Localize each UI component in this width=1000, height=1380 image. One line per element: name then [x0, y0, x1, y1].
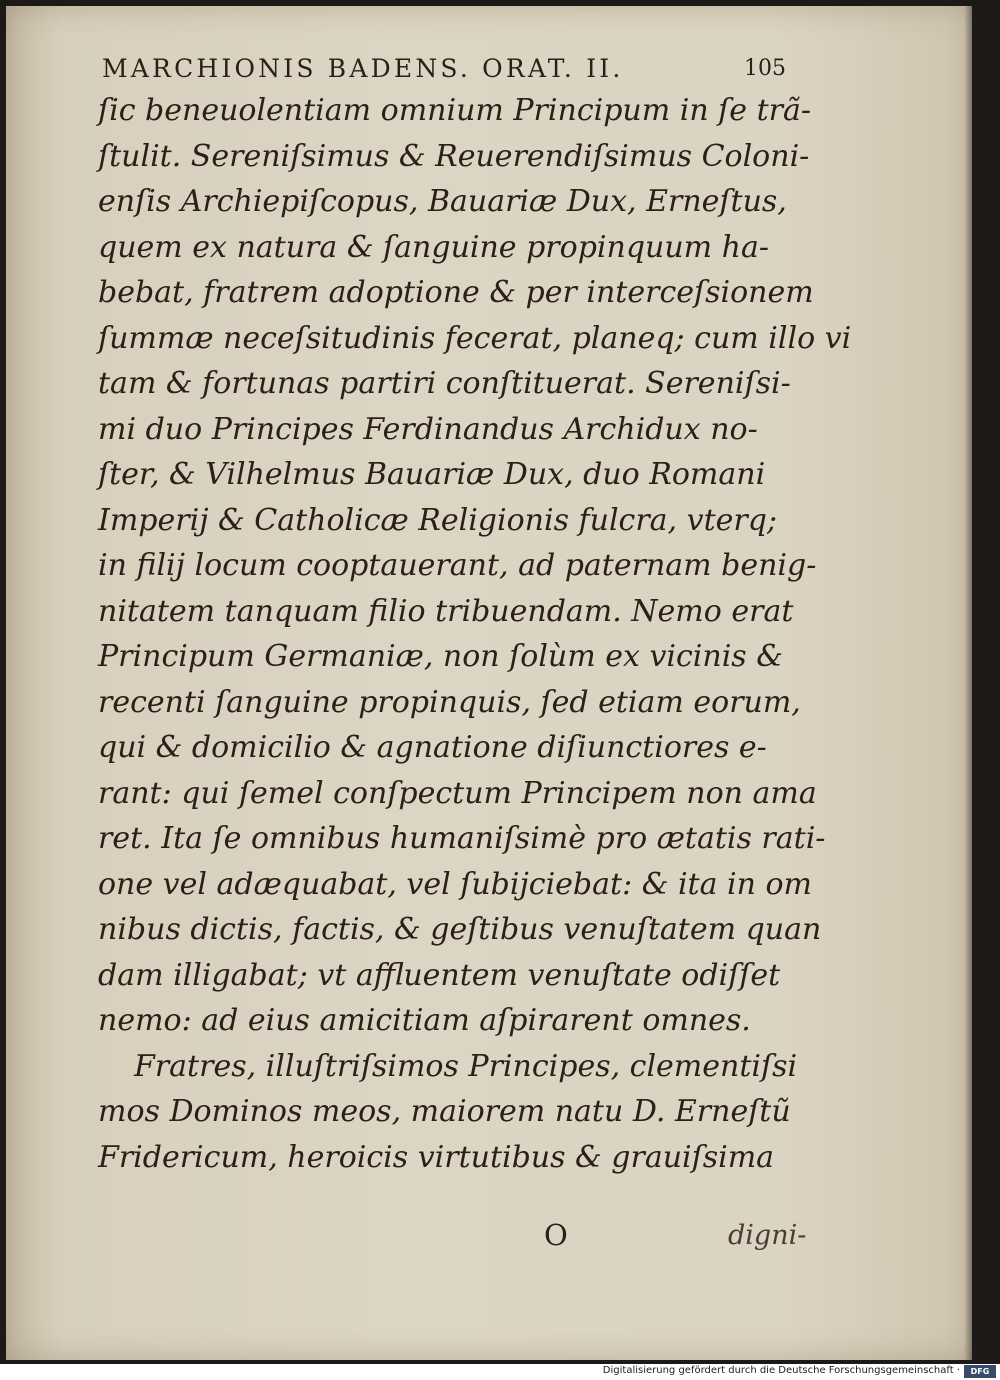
- text-line: dam illigabat; vt affluentem venuſtate odiſſet: [98, 957, 781, 993]
- text-line: nibus dictis, factis, & geſtibus venuſtatem quan: [98, 912, 822, 947]
- text-line: quem ex natura & ſanguine propinquum ha-: [98, 229, 770, 265]
- funding-credit: Digitalisierung gefördert durch die Deutsche Forschungsgemeinschaft ·: [602, 1365, 960, 1376]
- text-line: bebat, fratrem adoptione & per interceſsionem: [98, 275, 814, 310]
- text-line: ret. Ita ſe omnibus humaniſsimè pro ætatis rati-: [98, 821, 826, 856]
- text-line: mi duo Principes Ferdinandus Archidux no-: [98, 411, 758, 447]
- text-line: Fridericum, heroicis virtutibus & grauiſsima: [98, 1139, 775, 1175]
- text-line: enſis Archiepiſcopus, Bauariæ Dux, Erneſtus,: [98, 184, 787, 219]
- dfg-logo-icon: DFG: [964, 1365, 996, 1378]
- text-line: in filij locum cooptauerant, ad paternam benig-: [98, 548, 817, 583]
- text-line: rant: qui ſemel conſpectum Principem non ama: [98, 775, 817, 811]
- text-line: ſic beneuolentiam omnium Principum in ſe trã-: [98, 93, 811, 128]
- text-line: ſter, & Vilhelmus Bauariæ Dux, duo Romani: [98, 457, 766, 492]
- page-header: [102, 54, 792, 88]
- catchword: digni-: [728, 1220, 807, 1251]
- text-line: one vel adæquabat, vel ſubijciebat: & ita in om: [98, 866, 812, 902]
- page-number: 105: [744, 56, 786, 81]
- text-line: ſtulit. Sereniſsimus & Reuerendiſsimus Coloni-: [98, 138, 810, 174]
- text-line: nitatem tanquam filio tribuendam. Nemo erat: [98, 593, 794, 629]
- book-page: [6, 6, 972, 1360]
- text-line: mos Dominos meos, maiorem natu D. Erneſtũ: [98, 1094, 791, 1129]
- signature-mark: O: [544, 1218, 568, 1252]
- text-line: qui & domicilio & agnatione diſiunctiores e-: [98, 730, 767, 765]
- body-text: [98, 88, 852, 1180]
- paragraph-start-line: Fratres, illuſtriſsimos Principes, clementiſsi: [134, 1048, 798, 1084]
- text-line: recenti ſanguine propinquis, ſed etiam eorum,: [98, 684, 801, 720]
- text-line: ſummæ neceſsitudinis fecerat, planeq; cum illo vi: [98, 320, 852, 356]
- running-head: MARCHIONIS BADENS. ORAT. II.: [102, 54, 624, 83]
- text-line: Principum Germaniæ, non ſolùm ex vicinis &: [98, 639, 783, 674]
- text-line: Imperij & Catholicæ Religionis fulcra, vterq;: [98, 502, 778, 538]
- page-foot: [98, 1218, 828, 1258]
- text-line: tam & fortunas partiri conſtituerat. Sereniſsi-: [98, 366, 791, 401]
- text-line: nemo: ad eius amicitiam aſpirarent omnes.: [98, 1003, 751, 1038]
- digitization-footer: [0, 1364, 1000, 1380]
